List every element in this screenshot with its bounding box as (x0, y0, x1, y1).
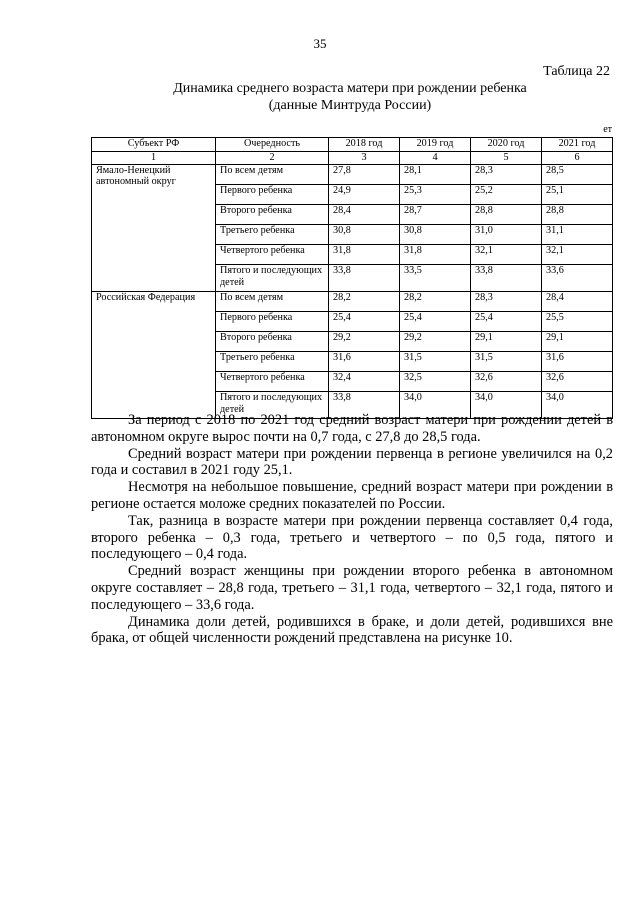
value-cell: 31,0 (471, 224, 542, 244)
header-cell: 2018 год (329, 138, 400, 152)
header-row (92, 138, 613, 152)
value-cell: 27,8 (329, 164, 400, 184)
value-cell: 33,8 (329, 264, 400, 291)
value-cell: 29,1 (471, 331, 542, 351)
value-cell: 30,8 (329, 224, 400, 244)
table-units: ет (603, 124, 612, 135)
table-title (80, 80, 620, 114)
value-cell: 25,4 (400, 311, 471, 331)
table-title-line1: Динамика среднего возраста матери при рождении ребенка (173, 81, 527, 96)
table-row (92, 291, 613, 311)
body-text (91, 412, 613, 647)
value-cell: 28,7 (400, 204, 471, 224)
table-row (92, 164, 613, 184)
order-cell: Третьего ребенка (216, 224, 329, 244)
header-cell: Очередность (216, 138, 329, 152)
paragraph: Средний возраст женщины при рождении второго ребенка в автономном округе составляет – 28,8 года, третьего – 31,1 года, четвертого – 32,1 года, пятого и последующего – 33,6 года. (91, 563, 613, 613)
value-cell: 28,4 (329, 204, 400, 224)
subject-cell: Российская Федерация (92, 291, 216, 418)
value-cell: 31,8 (400, 244, 471, 264)
value-cell: 28,8 (471, 204, 542, 224)
subject-cell: Ямало-Ненецкий автономный округ (92, 164, 216, 291)
value-cell: 28,5 (542, 164, 613, 184)
paragraph: Динамика доли детей, родившихся в браке, и доли детей, родившихся вне брака, от общей численности рождений представлена на рисунке 10. (91, 613, 613, 647)
value-cell: 34,0 (400, 391, 471, 418)
value-cell: 28,8 (542, 204, 613, 224)
value-cell: 33,6 (542, 264, 613, 291)
value-cell: 25,3 (400, 184, 471, 204)
value-cell: 33,8 (471, 264, 542, 291)
column-number-cell: 5 (471, 152, 542, 165)
order-cell: Второго ребенка (216, 331, 329, 351)
value-cell: 32,4 (329, 371, 400, 391)
value-cell: 32,6 (471, 371, 542, 391)
paragraph: За период с 2018 по 2021 год средний возраст матери при рождении детей в автономном округе вырос почти на 0,7 года, с 27,8 до 28,5 года. (91, 412, 613, 445)
paragraph: Так, разница в возрасте матери при рождении первенца составляет 0,4 года, второго ребенка – 0,3 года, третьего и четвертого – по 0,5 года, пятого и последующего – 0,4 года. (91, 512, 613, 563)
value-cell: 25,5 (542, 311, 613, 331)
value-cell: 25,4 (329, 311, 400, 331)
header-cell: 2021 год (542, 138, 613, 152)
value-cell: 30,8 (400, 224, 471, 244)
value-cell: 32,5 (400, 371, 471, 391)
value-cell: 28,2 (400, 291, 471, 311)
value-cell: 34,0 (471, 391, 542, 418)
paragraph: Средний возраст матери при рождении первенца в регионе увеличился на 0,2 года и составил в 2021 году 25,1. (91, 445, 613, 479)
page-number: 35 (313, 36, 327, 51)
column-number-cell: 6 (542, 152, 613, 165)
value-cell: 25,2 (471, 184, 542, 204)
order-cell: Первого ребенка (216, 184, 329, 204)
order-cell: Первого ребенка (216, 311, 329, 331)
value-cell: 33,8 (329, 391, 400, 418)
value-cell: 31,8 (329, 244, 400, 264)
value-cell: 29,2 (329, 331, 400, 351)
order-cell: Второго ребенка (216, 204, 329, 224)
paragraph: Несмотря на небольшое повышение, средний возраст матери при рождении в регионе остается моложе средних показателей по России. (91, 479, 613, 512)
value-cell: 31,5 (400, 351, 471, 371)
header-cell: Субъект РФ (92, 138, 216, 152)
value-cell: 32,1 (542, 244, 613, 264)
order-cell: Третьего ребенка (216, 351, 329, 371)
value-cell: 28,2 (329, 291, 400, 311)
header-cell: 2019 год (400, 138, 471, 152)
order-cell: По всем детям (216, 291, 329, 311)
value-cell: 28,3 (471, 164, 542, 184)
value-cell: 32,1 (471, 244, 542, 264)
value-cell: 24,9 (329, 184, 400, 204)
age-table (91, 137, 613, 419)
order-cell: Четвертого ребенка (216, 371, 329, 391)
value-cell: 25,1 (542, 184, 613, 204)
column-number-row (92, 152, 613, 165)
table-title-line2: (данные Минтруда России) (268, 98, 432, 113)
value-cell: 33,5 (400, 264, 471, 291)
value-cell: 28,4 (542, 291, 613, 311)
table-label: Таблица 22 (543, 64, 610, 79)
order-cell: По всем детям (216, 164, 329, 184)
value-cell: 29,2 (400, 331, 471, 351)
value-cell: 25,4 (471, 311, 542, 331)
order-cell: Пятого и последующих детей (216, 264, 329, 291)
value-cell: 28,3 (471, 291, 542, 311)
value-cell: 31,5 (471, 351, 542, 371)
column-number-cell: 1 (92, 152, 216, 165)
order-cell: Четвертого ребенка (216, 244, 329, 264)
value-cell: 32,6 (542, 371, 613, 391)
value-cell: 31,6 (542, 351, 613, 371)
order-cell: Пятого и последующих детей (216, 391, 329, 418)
column-number-cell: 4 (400, 152, 471, 165)
value-cell: 29,1 (542, 331, 613, 351)
header-cell: 2020 год (471, 138, 542, 152)
value-cell: 34,0 (542, 391, 613, 418)
value-cell: 28,1 (400, 164, 471, 184)
value-cell: 31,6 (329, 351, 400, 371)
column-number-cell: 3 (329, 152, 400, 165)
value-cell: 31,1 (542, 224, 613, 244)
column-number-cell: 2 (216, 152, 329, 165)
